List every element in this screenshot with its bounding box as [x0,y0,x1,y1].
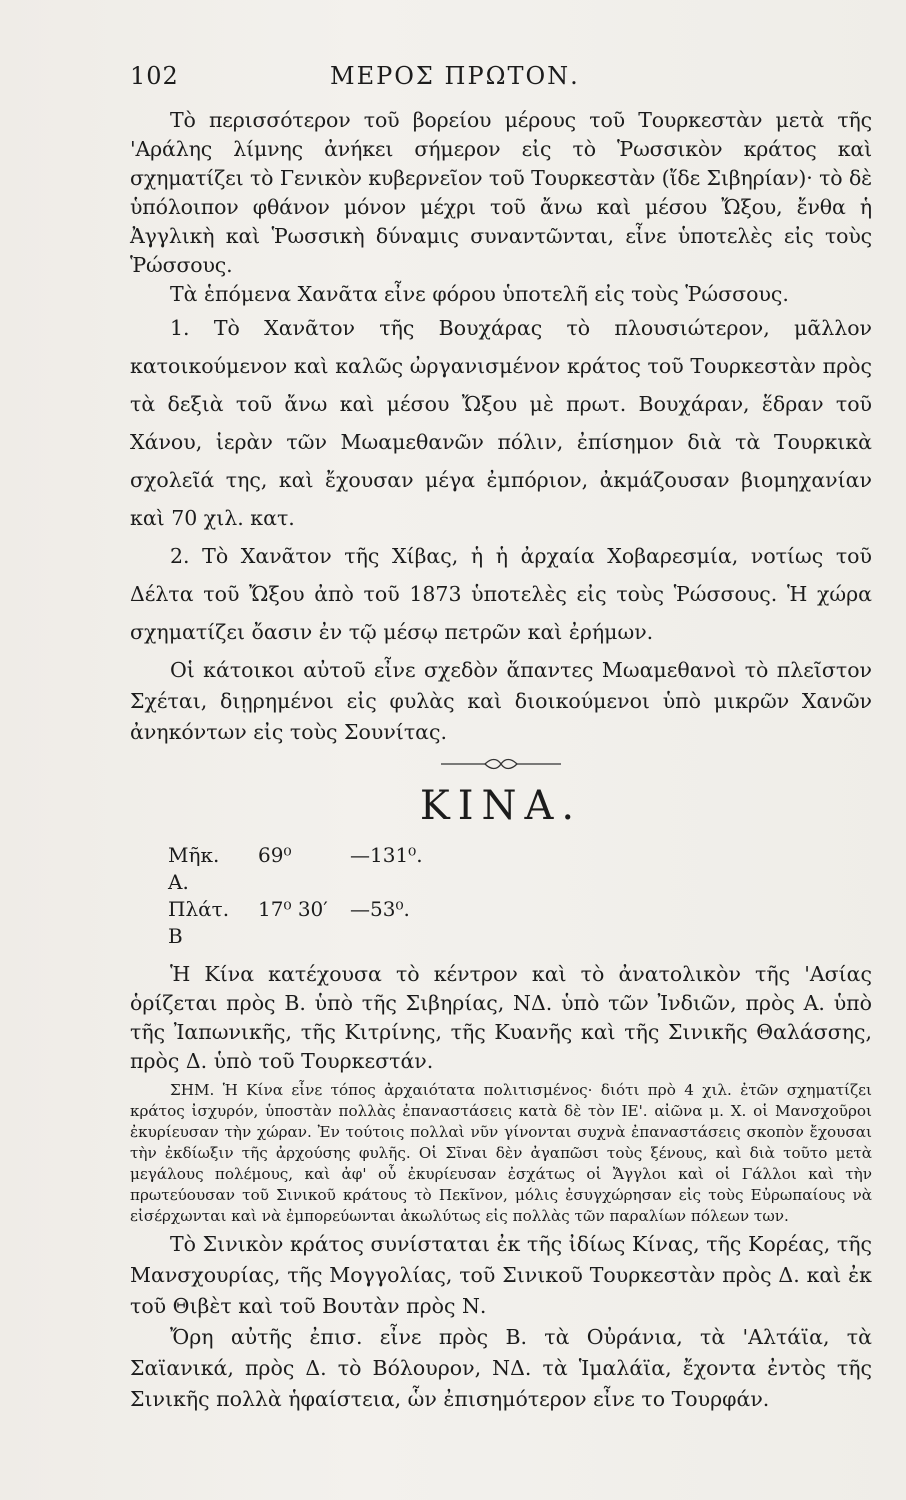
coordinates-row-latitude [168,896,872,950]
divider-ornament-icon [441,757,561,771]
paragraph-turkestan: Τὸ περισσότερον τοῦ βορείου μέρους τοῦ Τουρκεστὰν μετὰ τῆς 'Αράλης λίμνης ἀνήκει σήμερον εἰς τὸ Ῥωσσικὸν κράτος καὶ σχηματίζει τὸ Γενικὸν κυβερνεῖον τοῦ Τουρκεστὰν (ἴδε Σιβηρίαν)· τὸ δὲ ὑπόλοιπον φθάνον μόνον μέχρι τοῦ ἄνω καὶ μέσου Ὤξου, ἔνθα ἡ Ἀγγλικὴ καὶ Ῥωσσικὴ δύναμις συναντῶνται, εἶνε ὑποτελὲς εἰς τοὺς Ῥώσσους. [130,108,872,277]
coord-from: 17⁰ 30′ [258,897,328,921]
text-block-top [130,106,872,309]
coord-to: —131⁰. [350,843,423,867]
coord-label: Μῆκ. Α. [168,843,220,894]
coord-label: Πλάτ. Β [168,897,230,948]
coordinates-block [168,842,872,950]
footnote-note: ΣΗΜ. Ἡ Κίνα εἶνε τόπος ἀρχαιότατα πολιτισμένος· διότι πρὸ 4 χιλ. ἐτῶν σχηματίζει κράτος ἰσχυρόν, ὑποστὰν πολλὰς ἐπαναστάσεις κατὰ δὲ τὸν ΙΕ'. αἰῶνα μ. Χ. οἱ Μανσχοῦροι ἐκυρίευσαν τὴν χώραν. Ἐν τούτοις πολλαὶ νῦν γίνονται συχνὰ ἐπαναστάσεις σκοπὸν ἔχουσαι τὴν ἐκδίωξιν τῆς ἀρχούσης φυλῆς. Οἱ Σῖναι δὲν ἀγαπῶσι τοὺς ξένους, καὶ διὰ τοῦτο μετὰ μεγάλους πολέμους, καὶ ἀφ' οὗ ἐκυρίευσαν ἐσχάτως οἱ Ἄγγλοι καὶ οἱ Γάλλοι καὶ τὴν πρωτεύουσαν τοῦ Σινικοῦ κράτους τὸ Πεκῖνον, μόλις ἐσυγχώρησαν εἰς τοὺς Εὐρωπαίους νὰ εἰσέρχωνται καὶ νὰ ἐμπορεύωνται ἀκωλύτως εἰς πολλὰς τῶν παραλίων πόλεων των. [130,1081,872,1225]
paragraph-china-borders: Ἡ Κίνα κατέχουσα τὸ κέντρον καὶ τὸ ἀνατολικὸν τῆς 'Ασίας ὁρίζεται πρὸς Β. ὑπὸ τῆς Σιβηρίας, ΝΔ. ὑπὸ τῶν Ἰνδιῶν, πρὸς Α. ὑπὸ τῆς Ἰαπωνικῆς, τῆς Κιτρίνης, τῆς Κυανῆς καὶ τῆς Σινικῆς Θαλάσσης, πρὸς Δ. ὑπὸ τοῦ Τουρκεστάν. [130,962,872,1073]
coord-to: —53⁰. [350,897,410,921]
text-block-khanates [130,309,872,651]
paragraph-khanates-intro: Τὰ ἑπόμενα Χανᾶτα εἶνε φόρου ὑποτελῆ εἰς τοὺς Ῥώσσους. [170,282,789,306]
paragraph-empire-composition: Τὸ Σινικὸν κράτος συνίσταται ἐκ τῆς ἰδίως Κίνας, τῆς Κορέας, τῆς Μανσχουρίας, τῆς Μογγολίας, τοῦ Σινικοῦ Τουρκεστὰν πρὸς Δ. καὶ ἐκ τοῦ Θιβὲτ καὶ τοῦ Βουτὰν πρὸς Ν. [130,1232,872,1318]
paragraph-inhabitants: Οἱ κάτοικοι αὐτοῦ εἶνε σχεδὸν ἅπαντες Μωαμεθανοὶ τὸ πλεῖστον Σχέται, διῃρημένοι εἰς φυλὰς καὶ διοικούμενοι ὑπὸ μικρῶν Χανῶν ἀνηκόντων εἰς τοὺς Σουνίτας. [130,658,872,744]
paragraph-mountains: Ὄρη αὐτῆς ἐπισ. εἶνε πρὸς Β. τὰ Οὐράνια, τὰ 'Αλτάϊα, τὰ Σαϊανικά, πρὸς Δ. τὸ Βόλουρον, ΝΔ. τὰ Ἱμαλάϊα, ἔχοντα ἐντὸς τῆς Σινικῆς πολλὰ ἡφαίστεια, ὧν ἐπισημότερον εἶνε το Τουρφάν. [130,1325,872,1411]
paragraph-bukhara: 1. Τὸ Χανᾶτον τῆς Βουχάρας τὸ πλουσιώτερον, μᾶλλον κατοικούμενον καὶ καλῶς ὠργανισμένον κράτος τοῦ Τουρκεστὰν πρὸς τὰ δεξιὰ τοῦ ἄνω καὶ μέσου Ὤξου μὲ πρωτ. Βουχάραν, ἕδραν τοῦ Χάνου, ἱερὰν τῶν Μωαμεθανῶν πόλιν, ἐπίσημον διὰ τὰ Τουρκικὰ σχολεῖά της, καὶ ἔχουσαν μέγα ἐμπόριον, ἀκμάζουσαν βιομηχανίαν καὶ 70 χιλ. κατ. [130,316,872,530]
running-title: ΜΕΡΟΣ ΠΡΩΤΟΝ. [330,62,580,90]
coordinates-row-longitude [168,842,872,896]
paragraph-khiva: 2. Τὸ Χανᾶτον τῆς Χίβας, ἡ ἡ ἀρχαία Χοβαρεσμία, νοτίως τοῦ Δέλτα τοῦ Ὤξου ἀπὸ τοῦ 1873 ὑποτελὲς εἰς τοὺς Ῥώσσους. Ἡ χώρα σχηματίζει ὄασιν ἐν τῷ μέσῳ πετρῶν καὶ ἐρήμων. [130,544,872,644]
section-divider-ornament [130,754,872,774]
coord-from: 69⁰ [258,843,292,867]
section-title: ΚΙΝΑ. [419,783,583,829]
page-number: 102 [130,62,179,90]
page-header [130,62,872,106]
text-block-bottom [130,1229,872,1415]
footnote-block [130,1080,872,1227]
